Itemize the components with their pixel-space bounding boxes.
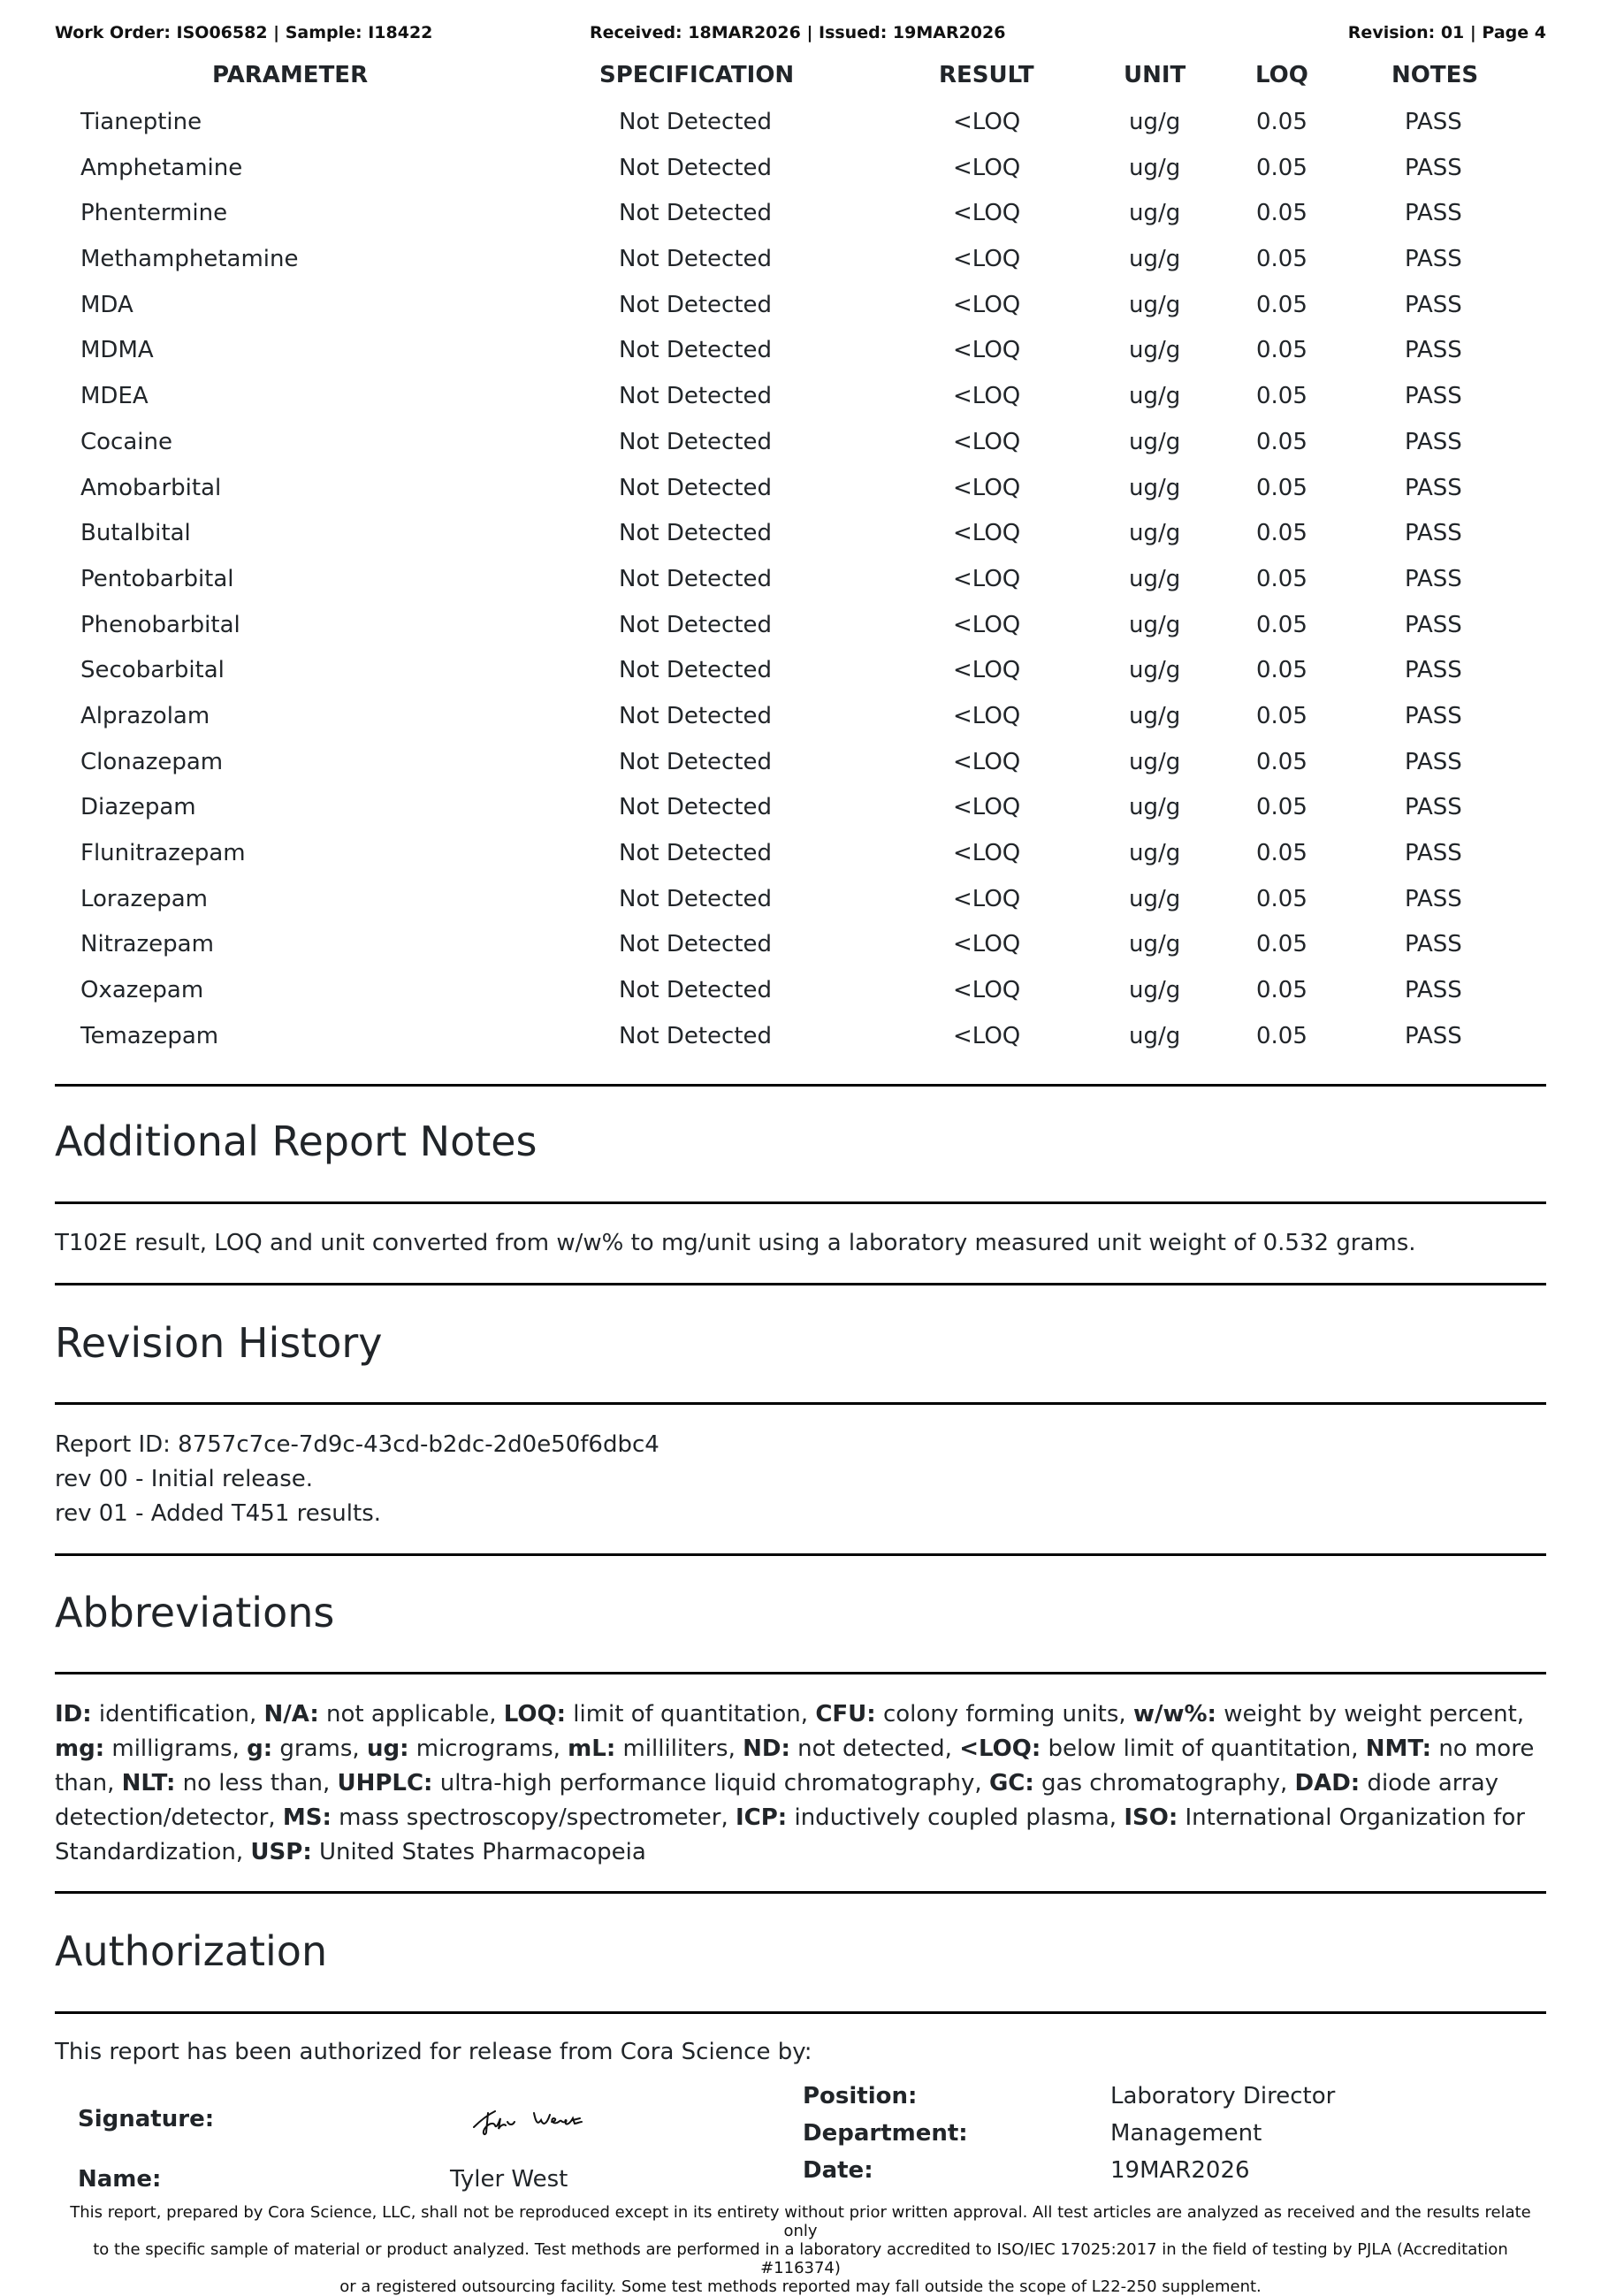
cell-unit: ug/g — [1129, 931, 1181, 958]
cell-result: <LOQ — [953, 931, 1021, 958]
divider — [55, 1084, 1546, 1087]
cell-loq: 0.05 — [1256, 109, 1307, 135]
cell-unit: ug/g — [1129, 383, 1181, 410]
abbreviation-definition: not detected — [797, 1735, 945, 1762]
cell-specification: Not Detected — [619, 200, 773, 227]
table-row — [0, 289, 1601, 335]
cell-result: <LOQ — [953, 977, 1021, 1004]
abbreviation-term: USP: — [250, 1839, 312, 1865]
cell-parameter: Nitrazepam — [80, 931, 214, 958]
col-header-parameter: PARAMETER — [212, 62, 369, 88]
cell-parameter: Phentermine — [80, 200, 228, 227]
abbreviation-definition: United States Pharmacopeia — [318, 1839, 646, 1865]
abbreviation-term: ISO: — [1124, 1804, 1178, 1831]
cell-unit: ug/g — [1129, 977, 1181, 1004]
cell-specification: Not Detected — [619, 291, 773, 318]
abbreviation-term: CFU: — [815, 1701, 876, 1728]
cell-unit: ug/g — [1129, 291, 1181, 318]
cell-parameter: Phenobarbital — [80, 611, 240, 638]
cell-loq: 0.05 — [1256, 748, 1307, 775]
cell-parameter: Clonazepam — [80, 748, 224, 775]
cell-notes: PASS — [1405, 200, 1462, 227]
abbreviation-term: NMT: — [1365, 1735, 1432, 1762]
cell-result: <LOQ — [953, 520, 1021, 547]
cell-loq: 0.05 — [1256, 794, 1307, 821]
cell-parameter: Cocaine — [80, 428, 172, 455]
cell-specification: Not Detected — [619, 337, 773, 364]
abbreviation-term: MS: — [282, 1804, 332, 1831]
cell-unit: ug/g — [1129, 474, 1181, 501]
cell-unit: ug/g — [1129, 748, 1181, 775]
cell-result: <LOQ — [953, 474, 1021, 501]
cell-notes: PASS — [1405, 931, 1462, 958]
table-row — [0, 746, 1601, 792]
cell-notes: PASS — [1405, 428, 1462, 455]
cell-parameter: Alprazolam — [80, 702, 210, 729]
cell-loq: 0.05 — [1256, 565, 1307, 592]
table-row — [0, 700, 1601, 746]
abbreviation-term: ug: — [366, 1735, 409, 1762]
cell-unit: ug/g — [1129, 794, 1181, 821]
cell-loq: 0.05 — [1256, 657, 1307, 684]
table-row — [0, 1020, 1601, 1066]
abbreviation-term: mL: — [568, 1735, 616, 1762]
table-row — [0, 472, 1601, 518]
cell-specification: Not Detected — [619, 931, 773, 958]
cell-specification: Not Detected — [619, 794, 773, 821]
cell-notes: PASS — [1405, 748, 1462, 775]
cell-result: <LOQ — [953, 154, 1021, 181]
cell-parameter: Amobarbital — [80, 474, 222, 501]
position-value: Laboratory Director — [1110, 2083, 1336, 2109]
cell-result: <LOQ — [953, 657, 1021, 684]
cell-unit: ug/g — [1129, 428, 1181, 455]
abbreviation-definition: below limit of quantitation — [1048, 1735, 1352, 1762]
cell-specification: Not Detected — [619, 246, 773, 273]
cell-notes: PASS — [1405, 657, 1462, 684]
authorizer-name: Tyler West — [450, 2166, 568, 2193]
cell-result: <LOQ — [953, 702, 1021, 729]
authorization-intro: This report has been authorized for release from Cora Science by: — [55, 2039, 812, 2065]
abbreviation-term: N/A: — [263, 1701, 319, 1728]
table-row — [0, 883, 1601, 929]
abbreviation-definition: identification — [98, 1701, 249, 1728]
divider — [55, 1891, 1546, 1894]
abbreviation-definition: mass spectroscopy/spectrometer — [339, 1804, 721, 1831]
abbreviation-definition: milligrams — [111, 1735, 233, 1762]
cell-notes: PASS — [1405, 246, 1462, 273]
abbreviation-definition: no less than — [182, 1770, 323, 1796]
cell-specification: Not Detected — [619, 748, 773, 775]
col-header-notes: NOTES — [1391, 62, 1479, 88]
abbreviation-definition: colony forming units — [882, 1701, 1119, 1728]
legal-footer — [55, 2203, 1546, 2296]
cell-result: <LOQ — [953, 337, 1021, 364]
abbreviation-term: UHPLC: — [337, 1770, 433, 1796]
cell-specification: Not Detected — [619, 154, 773, 181]
cell-result: <LOQ — [953, 885, 1021, 912]
cell-unit: ug/g — [1129, 520, 1181, 547]
cell-notes: PASS — [1405, 291, 1462, 318]
cell-parameter: Diazepam — [80, 794, 196, 821]
abbreviation-definition: gas chromatography — [1041, 1770, 1280, 1796]
table-row — [0, 426, 1601, 472]
cell-specification: Not Detected — [619, 885, 773, 912]
cell-loq: 0.05 — [1256, 291, 1307, 318]
cell-notes: PASS — [1405, 337, 1462, 364]
cell-notes: PASS — [1405, 1022, 1462, 1049]
received-issued-dates: Received: 18MAR2026 | Issued: 19MAR2026 — [590, 23, 1006, 42]
cell-unit: ug/g — [1129, 885, 1181, 912]
table-row — [0, 974, 1601, 1020]
divider — [55, 1553, 1546, 1556]
cell-notes: PASS — [1405, 977, 1462, 1004]
abbreviation-term: g: — [247, 1735, 273, 1762]
cell-parameter: Methamphetamine — [80, 246, 299, 273]
divider — [55, 1283, 1546, 1285]
table-row — [0, 243, 1601, 289]
cell-loq: 0.05 — [1256, 885, 1307, 912]
col-header-specification: SPECIFICATION — [599, 62, 795, 88]
cell-unit: ug/g — [1129, 109, 1181, 135]
cell-loq: 0.05 — [1256, 383, 1307, 410]
cell-result: <LOQ — [953, 428, 1021, 455]
footer-line: or a registered outsourcing facility. Some test methods reported may fall outside the scope of L22-250 supplement. — [339, 2277, 1262, 2296]
table-row — [0, 837, 1601, 883]
revision-history-list — [55, 1428, 1546, 1531]
cell-loq: 0.05 — [1256, 520, 1307, 547]
cell-notes: PASS — [1405, 885, 1462, 912]
cell-loq: 0.05 — [1256, 840, 1307, 866]
cell-specification: Not Detected — [619, 840, 773, 866]
cell-specification: Not Detected — [619, 977, 773, 1004]
signature-label: Signature: — [78, 2106, 215, 2132]
abbreviation-term: w/w%: — [1132, 1701, 1216, 1728]
section-title-abbreviations: Abbreviations — [55, 1589, 335, 1636]
abbreviation-definition: weight by weight percent — [1224, 1701, 1517, 1728]
col-header-result: RESULT — [939, 62, 1034, 88]
cell-result: <LOQ — [953, 565, 1021, 592]
cell-specification: Not Detected — [619, 428, 773, 455]
abbreviation-term: ND: — [743, 1735, 790, 1762]
cell-notes: PASS — [1405, 794, 1462, 821]
abbreviations-text: ID: identification, N/A: not applicable, LOQ: limit of quantitation, CFU: colony forming units, w/w%: weight by weight percent, mg: milligrams, g: grams, ug: micrograms, mL: milliliters, ND: not detected, <LOQ: below limit of quantitation, NMT: no more than, NLT: no less than, UHPLC: ultra-high performance liquid chromatography, GC: gas chromatography, DAD: diode array detection/detector, MS: mass spectroscopy/spectrometer, ICP: inductively coupled plasma, ISO: International Organization for Standardization, USP: United States Pharmacopeia — [55, 1701, 1535, 1865]
cell-notes: PASS — [1405, 611, 1462, 638]
cell-specification: Not Detected — [619, 611, 773, 638]
cell-specification: Not Detected — [619, 383, 773, 410]
cell-unit: ug/g — [1129, 565, 1181, 592]
cell-loq: 0.05 — [1256, 611, 1307, 638]
position-label: Position: — [803, 2083, 918, 2109]
cell-notes: PASS — [1405, 520, 1462, 547]
section-title-revision-history: Revision History — [55, 1319, 383, 1367]
cell-unit: ug/g — [1129, 246, 1181, 273]
cell-loq: 0.05 — [1256, 931, 1307, 958]
cell-parameter: Flunitrazepam — [80, 840, 246, 866]
cell-loq: 0.05 — [1256, 337, 1307, 364]
cell-notes: PASS — [1405, 565, 1462, 592]
abbreviation-definition: grams — [279, 1735, 353, 1762]
abbreviation-definition: not applicable — [326, 1701, 490, 1728]
divider — [55, 1402, 1546, 1405]
abbreviation-definition: ultra-high performance liquid chromatography — [439, 1770, 975, 1796]
abbreviation-term: LOQ: — [503, 1701, 566, 1728]
cell-result: <LOQ — [953, 794, 1021, 821]
revision-page: Revision: 01 | Page 4 — [1347, 23, 1546, 42]
abbreviation-term: DAD: — [1294, 1770, 1361, 1796]
cell-notes: PASS — [1405, 702, 1462, 729]
abbreviation-term: ID: — [55, 1701, 92, 1728]
col-header-unit: UNIT — [1124, 62, 1186, 88]
cell-result: <LOQ — [953, 109, 1021, 135]
revision-entry: rev 00 - Initial release. — [55, 1466, 314, 1492]
cell-parameter: Secobarbital — [80, 657, 225, 684]
revision-entry: rev 01 - Added T451 results. — [55, 1500, 382, 1527]
table-row — [0, 609, 1601, 655]
cell-parameter: Butalbital — [80, 520, 191, 547]
divider — [55, 1672, 1546, 1674]
abbreviation-term: NLT: — [121, 1770, 176, 1796]
table-row — [0, 106, 1601, 152]
cell-result: <LOQ — [953, 200, 1021, 227]
cell-specification: Not Detected — [619, 565, 773, 592]
cell-unit: ug/g — [1129, 154, 1181, 181]
cell-specification: Not Detected — [619, 474, 773, 501]
cell-specification: Not Detected — [619, 520, 773, 547]
cell-result: <LOQ — [953, 1022, 1021, 1049]
table-row — [0, 380, 1601, 426]
cell-result: <LOQ — [953, 246, 1021, 273]
cell-loq: 0.05 — [1256, 1022, 1307, 1049]
cell-parameter: Lorazepam — [80, 885, 208, 912]
cell-loq: 0.05 — [1256, 428, 1307, 455]
cell-specification: Not Detected — [619, 657, 773, 684]
section-title-additional-notes: Additional Report Notes — [55, 1117, 537, 1165]
cell-parameter: Tianeptine — [80, 109, 202, 135]
cell-parameter: Temazepam — [80, 1022, 219, 1049]
cell-specification: Not Detected — [619, 1022, 773, 1049]
table-row — [0, 334, 1601, 380]
divider — [55, 1201, 1546, 1204]
abbreviation-term: ICP: — [736, 1804, 788, 1831]
cell-result: <LOQ — [953, 291, 1021, 318]
table-row — [0, 197, 1601, 243]
footer-line: to the specific sample of material or product analyzed. Test methods are performed in a laboratory accredited to ISO/IEC 17025:2017 in the field of testing by PJLA (Accreditation #116374) — [93, 2240, 1508, 2277]
cell-notes: PASS — [1405, 154, 1462, 181]
abbreviation-definition: inductively coupled plasma — [794, 1804, 1109, 1831]
cell-unit: ug/g — [1129, 702, 1181, 729]
cell-parameter: MDMA — [80, 337, 154, 364]
page-header — [55, 23, 1546, 44]
cell-loq: 0.05 — [1256, 200, 1307, 227]
table-row — [0, 517, 1601, 563]
cell-notes: PASS — [1405, 383, 1462, 410]
footer-line: This report, prepared by Cora Science, LLC, shall not be reproduced except in its entirety without prior written approval. All test articles are analyzed as received and the results relate only — [70, 2203, 1531, 2240]
abbreviation-definition: diode array detection/detector — [55, 1770, 1499, 1831]
abbreviation-term: GC: — [988, 1770, 1034, 1796]
department-value: Management — [1110, 2120, 1262, 2147]
cell-specification: Not Detected — [619, 702, 773, 729]
cell-loq: 0.05 — [1256, 702, 1307, 729]
results-table-body — [0, 106, 1601, 1065]
table-row — [0, 563, 1601, 609]
cell-result: <LOQ — [953, 383, 1021, 410]
divider — [55, 2011, 1546, 2014]
cell-parameter: MDA — [80, 291, 133, 318]
work-order-sample: Work Order: ISO06582 | Sample: I18422 — [55, 23, 433, 42]
cell-parameter: Oxazepam — [80, 977, 204, 1004]
cell-specification: Not Detected — [619, 109, 773, 135]
cell-unit: ug/g — [1129, 840, 1181, 866]
cell-loq: 0.05 — [1256, 154, 1307, 181]
cell-result: <LOQ — [953, 748, 1021, 775]
cell-notes: PASS — [1405, 840, 1462, 866]
cell-notes: PASS — [1405, 474, 1462, 501]
abbreviation-term: <LOQ: — [959, 1735, 1041, 1762]
date-label: Date: — [803, 2157, 873, 2184]
cell-unit: ug/g — [1129, 611, 1181, 638]
date-value: 19MAR2026 — [1110, 2157, 1250, 2184]
results-table-header — [0, 62, 1601, 92]
abbreviation-term: mg: — [55, 1735, 105, 1762]
abbreviation-definition: micrograms — [415, 1735, 553, 1762]
cell-unit: ug/g — [1129, 337, 1181, 364]
department-label: Department: — [803, 2120, 968, 2147]
cell-loq: 0.05 — [1256, 246, 1307, 273]
cell-parameter: Pentobarbital — [80, 565, 234, 592]
cell-result: <LOQ — [953, 611, 1021, 638]
abbreviation-definition: International Organization for Standardization — [55, 1804, 1525, 1865]
cell-result: <LOQ — [953, 840, 1021, 866]
section-title-authorization: Authorization — [55, 1927, 328, 1975]
name-label: Name: — [78, 2166, 162, 2193]
table-row — [0, 654, 1601, 700]
abbreviation-definition: no more than — [55, 1735, 1535, 1796]
cell-unit: ug/g — [1129, 1022, 1181, 1049]
report-id: Report ID: 8757c7ce-7d9c-43cd-b2dc-2d0e50f6dbc4 — [55, 1431, 659, 1458]
abbreviation-definition: milliliters — [622, 1735, 728, 1762]
cell-notes: PASS — [1405, 109, 1462, 135]
signature-image — [469, 2102, 592, 2138]
cell-unit: ug/g — [1129, 657, 1181, 684]
table-row — [0, 791, 1601, 837]
cell-loq: 0.05 — [1256, 474, 1307, 501]
table-row — [0, 928, 1601, 974]
abbreviation-definition: limit of quantitation — [573, 1701, 801, 1728]
cell-unit: ug/g — [1129, 200, 1181, 227]
table-row — [0, 152, 1601, 198]
cell-parameter: MDEA — [80, 383, 149, 410]
additional-notes-text: T102E result, LOQ and unit converted from w/w% to mg/unit using a laboratory measured unit weight of 0.532 grams. — [55, 1230, 1416, 1256]
cell-parameter: Amphetamine — [80, 154, 243, 181]
col-header-loq: LOQ — [1255, 62, 1308, 88]
cell-loq: 0.05 — [1256, 977, 1307, 1004]
